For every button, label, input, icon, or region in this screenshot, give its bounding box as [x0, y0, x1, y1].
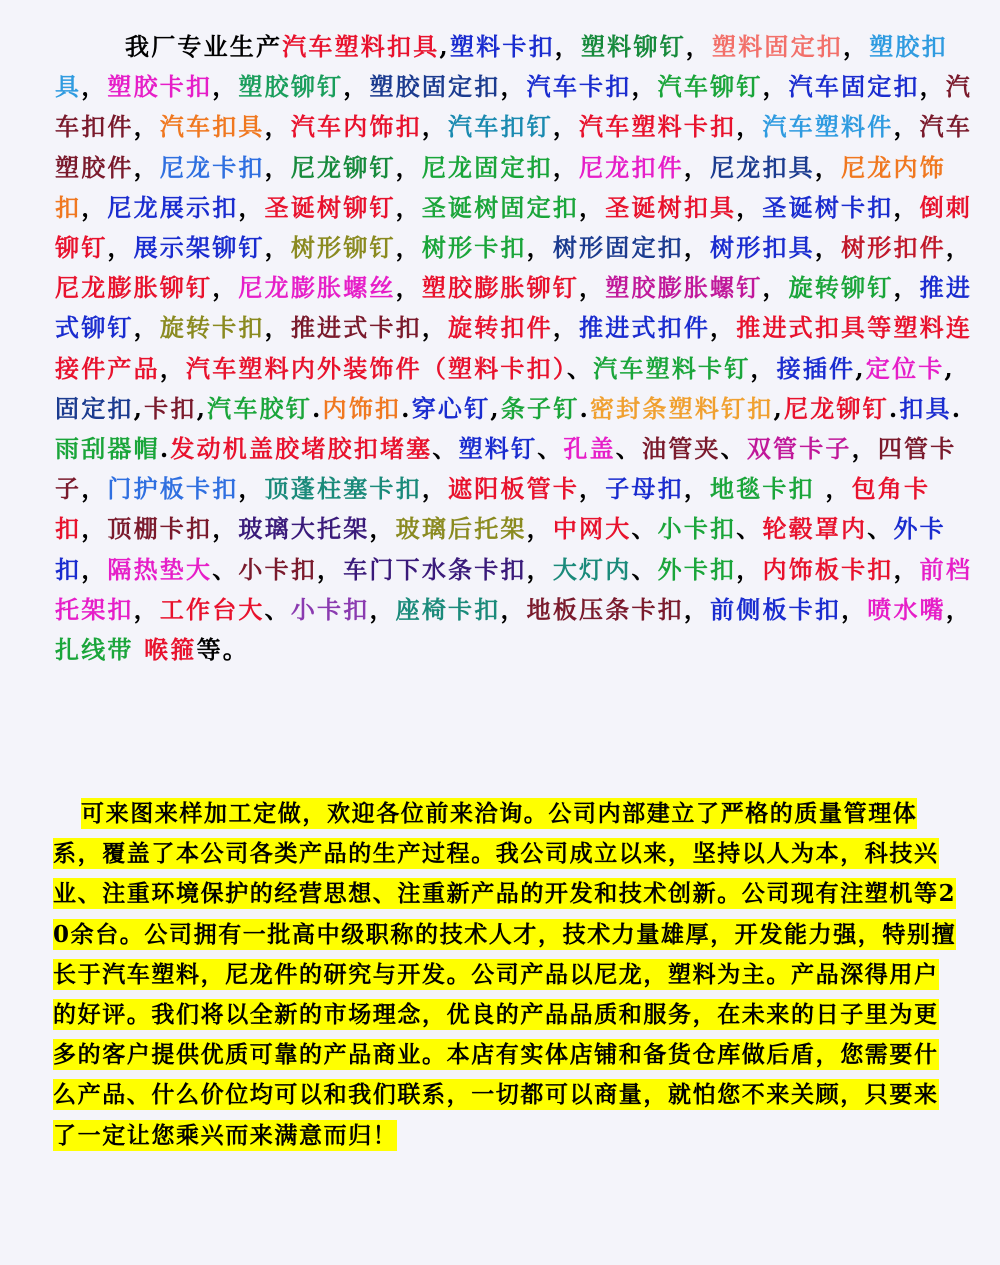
catalog-segment: ， — [736, 192, 763, 222]
catalog-segment: . — [311, 393, 323, 423]
catalog-segment: 穿心钉 — [411, 393, 491, 423]
catalog-segment: 、 — [264, 594, 291, 624]
catalog-segment: 玻璃后托架 — [395, 514, 527, 544]
catalog-segment: 遮阳板管卡 — [448, 474, 580, 504]
catalog-segment: 、 — [631, 554, 658, 584]
catalog-segment: ， — [343, 72, 370, 102]
catalog-segment: 扣具 — [899, 393, 952, 423]
catalog-segment: ， — [893, 192, 920, 222]
catalog-segment: 汽车塑料卡扣 — [579, 112, 737, 142]
catalog-segment: ， — [579, 192, 606, 222]
catalog-segment: ， — [81, 554, 108, 584]
catalog-segment: 、 — [537, 434, 564, 464]
catalog-segment: ， — [264, 152, 291, 182]
catalog-segment: 内饰扣 — [322, 393, 402, 423]
catalog-segment: ， — [81, 514, 108, 544]
catalog-segment: ， — [685, 32, 712, 61]
catalog-segment: 汽车塑料件 — [762, 112, 894, 142]
catalog-segment: 塑料固定扣 — [712, 32, 843, 61]
catalog-segment: ， — [851, 434, 878, 464]
catalog-segment: 塑胶膨胀螺钉 — [605, 273, 763, 303]
catalog-segment: 雨刮器帽 — [55, 434, 160, 464]
catalog-segment: 汽车内饰扣 — [290, 112, 422, 142]
catalog-segment: ， — [107, 233, 134, 263]
catalog-segment: 尼龙固定扣 — [421, 152, 553, 182]
catalog-segment: ， — [526, 233, 553, 263]
catalog-segment: 树形固定扣 — [552, 233, 684, 263]
catalog-segment: 、 — [867, 514, 894, 544]
catalog-segment: ， — [395, 192, 422, 222]
catalog-segment: 树形扣件 — [841, 233, 946, 263]
catalog-segment: ， — [238, 192, 265, 222]
catalog-segment: 、 — [615, 434, 642, 464]
catalog-segment: 中网大 — [552, 514, 632, 544]
catalog-segment: 顶棚卡扣 — [107, 514, 213, 544]
catalog-segment: ， — [841, 594, 868, 624]
catalog-segment: 、 — [736, 514, 763, 544]
catalog-segment: 密封条塑料钉扣 — [590, 393, 774, 423]
catalog-segment: 尼龙扣具 — [710, 152, 815, 182]
catalog-segment: 等。 — [196, 635, 249, 665]
catalog-segment: ， — [264, 313, 291, 343]
catalog-segment: 发动机盖胶堵胶扣堵塞 — [170, 434, 433, 464]
catalog-segment: ， — [631, 72, 658, 102]
catalog-segment: 圣诞树铆钉 — [264, 192, 396, 222]
catalog-segment: , — [490, 393, 501, 423]
catalog-segment: 塑胶膨胀铆钉 — [421, 273, 580, 303]
catalog-segment: ， — [395, 273, 422, 303]
catalog-segment: ， — [579, 273, 606, 303]
catalog-segment: ， — [238, 474, 265, 504]
catalog-segment: 倒刺铆钉 — [55, 192, 973, 263]
catalog-segment: 隔热垫大 — [107, 554, 213, 584]
catalog-segment: 顶蓬柱塞卡扣 — [264, 474, 422, 504]
catalog-segment: . — [159, 434, 171, 464]
catalog-segment: ， — [750, 353, 777, 383]
catalog-segment: 尼龙膨胀螺丝 — [238, 273, 396, 303]
catalog-segment: ， — [554, 32, 581, 61]
catalog-segment: 汽车扣具 — [159, 112, 265, 142]
catalog-segment: , — [196, 393, 208, 423]
catalog-segment: 尼龙展示扣 — [107, 192, 239, 222]
catalog-segment: 树形铆钉 — [290, 233, 396, 263]
catalog-segment: 地板压条卡扣 — [526, 594, 684, 624]
catalog-segment: 孔盖 — [563, 434, 616, 464]
catalog-segment: 推进式铆钉 — [55, 273, 973, 343]
catalog-segment: . — [401, 393, 412, 423]
catalog-segment: 喉箍 — [144, 635, 197, 665]
catalog-segment: 塑料铆钉 — [580, 32, 686, 61]
catalog-segment: 推进式扣件 — [579, 313, 711, 343]
catalog-segment: ， — [552, 112, 580, 142]
catalog-segment: 固定扣 — [55, 393, 134, 423]
catalog-segment: ， — [212, 514, 239, 544]
catalog-segment: 油管夹 — [642, 434, 721, 464]
catalog-segment: ， — [159, 353, 187, 383]
catalog-segment: ， — [500, 72, 527, 102]
catalog-segment: 圣诞树扣具 — [605, 192, 737, 222]
catalog-segment: 工作台大 — [159, 594, 265, 624]
catalog-segment: 塑胶铆钉 — [238, 72, 344, 102]
catalog-segment: ， — [421, 474, 449, 504]
catalog-segment: 条子钉 — [500, 393, 580, 423]
catalog-segment: 喷水嘴 — [867, 594, 946, 624]
catalog-segment: 汽车塑料卡钉 — [593, 353, 751, 383]
catalog-segment: ， — [843, 32, 870, 61]
intro-highlighted-text: 可来图来样加工定做，欢迎各位前来洽询。公司内部建立了严格的质量管理体系，覆盖了本公司各类产品的生产过程。我公司成立以来，坚持以人为本，科技兴业、注重环境保护的经营思想、注重新产品的开发和技术创新。公司现有注塑机等20余台。公司拥有一批高中级职称的技术人才，技术力量雄厚，开发能力强，特别擅长于汽车塑料，尼龙件的研究与开发。公司产品以尼龙，塑料为主。产品深得用户的好评。我们将以全新的市场理念，优良的产品品质和服务，在未来的日子里为更多的客户提供优质可靠的产品商业。本店有实体店铺和备货仓库做后盾，您需要什么产品、什么价位均可以和我们联系，一切都可以商量，就怕您不来关顾，只要来了一定让您乘兴而来满意而归！ — [53, 800, 957, 1149]
catalog-segment: 外卡扣 — [657, 554, 737, 584]
catalog-segment: 汽车铆钉 — [657, 72, 763, 102]
catalog-segment: ， — [552, 152, 580, 182]
catalog-segment: ， — [317, 554, 344, 584]
catalog-segment: 圣诞树卡扣 — [762, 192, 894, 222]
catalog-segment: 、 — [720, 434, 747, 464]
catalog-segment: ， — [264, 112, 291, 142]
catalog-segment: 扎线带 — [55, 635, 134, 665]
catalog-segment: ， — [81, 192, 108, 222]
catalog-segment: 推进式卡扣 — [290, 313, 422, 343]
catalog-segment: 汽车塑料内外装饰件（塑料卡扣） — [186, 353, 568, 383]
catalog-segment: 尼龙铆钉 — [784, 393, 889, 423]
catalog-segment: ， — [683, 233, 711, 263]
catalog-segment: ， — [133, 112, 160, 142]
catalog-segment: 汽车卡扣 — [526, 72, 632, 102]
catalog-segment: ， — [762, 72, 789, 102]
catalog-segment: ， — [395, 152, 422, 182]
catalog-segment: 地毯卡扣 — [710, 474, 815, 504]
catalog-segment: 圣诞树固定扣 — [421, 192, 580, 222]
catalog-segment: ， — [814, 152, 842, 182]
catalog-segment: ， — [500, 594, 527, 624]
catalog-segment: 座椅卡扣 — [395, 594, 501, 624]
catalog-segment: ， — [919, 72, 946, 102]
catalog-segment: 、 — [631, 514, 658, 544]
catalog-segment: 、 — [567, 353, 594, 383]
catalog-segment: 我厂专业生产 — [125, 32, 283, 61]
catalog-segment: 树形扣具 — [710, 233, 815, 263]
catalog-segment: 小卡扣 — [238, 554, 318, 584]
catalog-segment: ， — [683, 152, 711, 182]
catalog-segment: ， — [395, 233, 422, 263]
catalog-segment: ， — [81, 474, 108, 504]
catalog-segment: 包角卡扣 — [55, 474, 931, 544]
catalog-segment: 、 — [432, 434, 459, 464]
catalog-segment: ， — [264, 233, 291, 263]
catalog-segment: . — [951, 393, 963, 423]
catalog-segment: 尼龙铆钉 — [290, 152, 396, 182]
catalog-segment: 尼龙扣件 — [579, 152, 684, 182]
catalog-segment: 车门下水条卡扣 — [343, 554, 527, 584]
catalog-segment: 小卡扣 — [290, 594, 370, 624]
catalog-segment: ， — [369, 514, 396, 544]
catalog-segment: 内饰板卡扣 — [762, 554, 894, 584]
catalog-segment: 汽车扣件 — [55, 72, 973, 142]
catalog-segment: , — [773, 393, 784, 423]
catalog-segment: 树形卡扣 — [421, 233, 527, 263]
catalog-segment: ， — [814, 233, 842, 263]
catalog-segment: 子母扣 — [605, 474, 684, 504]
catalog-segment: ， — [945, 233, 973, 263]
catalog-segment: 定位卡 — [865, 353, 945, 383]
catalog-segment: 推进式扣具等塑料连接件产品 — [55, 313, 973, 383]
catalog-segment: ， — [133, 313, 160, 343]
catalog-segment: ， — [212, 72, 239, 102]
catalog-segment: ， — [945, 594, 973, 624]
catalog-segment: 展示架铆钉 — [133, 233, 265, 263]
catalog-segment: ， — [893, 273, 920, 303]
catalog-segment: 汽车胶钉 — [207, 393, 312, 423]
catalog-segment: 小卡扣 — [657, 514, 737, 544]
catalog-segment: ， — [212, 273, 239, 303]
catalog-segment: ， — [421, 313, 449, 343]
catalog-segment: 四管卡子 — [55, 434, 957, 504]
catalog-segment: 接插件 — [776, 353, 856, 383]
catalog-segment: ， — [369, 594, 396, 624]
catalog-segment: ， — [762, 273, 789, 303]
catalog-segment: 塑胶扣具 — [55, 32, 948, 102]
catalog-segment: , — [439, 32, 450, 61]
catalog-segment: 塑料钉 — [458, 434, 538, 464]
catalog-segment: 汽车固定扣 — [788, 72, 920, 102]
catalog-segment: 尼龙膨胀铆钉 — [55, 273, 213, 303]
catalog-segment: ， — [893, 112, 920, 142]
catalog-segment: ， — [893, 554, 920, 584]
catalog-segment: ， — [526, 554, 553, 584]
catalog-segment: 大灯内 — [552, 554, 632, 584]
catalog-segment: 塑料卡扣 — [449, 32, 555, 61]
catalog-segment: ， — [133, 152, 160, 182]
catalog-segment: 、 — [212, 554, 239, 584]
company-intro-paragraph — [53, 794, 958, 1156]
catalog-segment: , — [944, 353, 955, 383]
catalog-segment: 前侧板卡扣 — [710, 594, 842, 624]
catalog-segment: 旋转扣件 — [448, 313, 553, 343]
catalog-segment: ， — [552, 313, 580, 343]
catalog-segment: ， — [710, 313, 737, 343]
catalog-segment: 汽车塑胶件 — [55, 112, 973, 182]
catalog-segment: 前档托架扣 — [55, 554, 973, 624]
catalog-segment: ， — [736, 554, 763, 584]
catalog-segment: . — [888, 393, 900, 423]
catalog-segment: 塑胶固定扣 — [369, 72, 501, 102]
catalog-segment: ， — [81, 72, 108, 102]
catalog-segment: , — [855, 353, 866, 383]
catalog-segment: 旋转卡扣 — [159, 313, 265, 343]
catalog-segment: ， — [421, 112, 449, 142]
catalog-segment: , — [133, 393, 145, 423]
catalog-segment: 旋转铆钉 — [788, 273, 894, 303]
catalog-segment: 尼龙卡扣 — [159, 152, 265, 182]
catalog-segment: ， — [579, 474, 606, 504]
catalog-segment: ， — [526, 514, 553, 544]
catalog-segment: 尼龙内饰扣 — [55, 152, 946, 222]
catalog-segment: 外卡扣 — [55, 514, 946, 584]
catalog-segment: ， — [683, 594, 711, 624]
catalog-segment: 玻璃大托架 — [238, 514, 370, 544]
catalog-segment — [134, 635, 145, 664]
catalog-segment: 轮毂罩内 — [762, 514, 868, 544]
catalog-segment: ， — [683, 474, 711, 504]
catalog-segment: 汽车塑料扣具 — [282, 32, 440, 61]
catalog-segment: 门护板卡扣 — [107, 474, 239, 504]
catalog-segment: 双管卡子 — [746, 434, 852, 464]
catalog-segment: 塑胶卡扣 — [107, 72, 213, 102]
catalog-segment: ， — [133, 594, 160, 624]
catalog-segment: 卡扣 — [144, 393, 197, 423]
catalog-segment: . — [579, 393, 591, 423]
catalog-segment: ， — [736, 112, 763, 142]
catalog-segment: 汽车扣钉 — [448, 112, 553, 142]
product-catalog-paragraph — [55, 27, 975, 670]
catalog-segment: ， — [814, 474, 852, 504]
